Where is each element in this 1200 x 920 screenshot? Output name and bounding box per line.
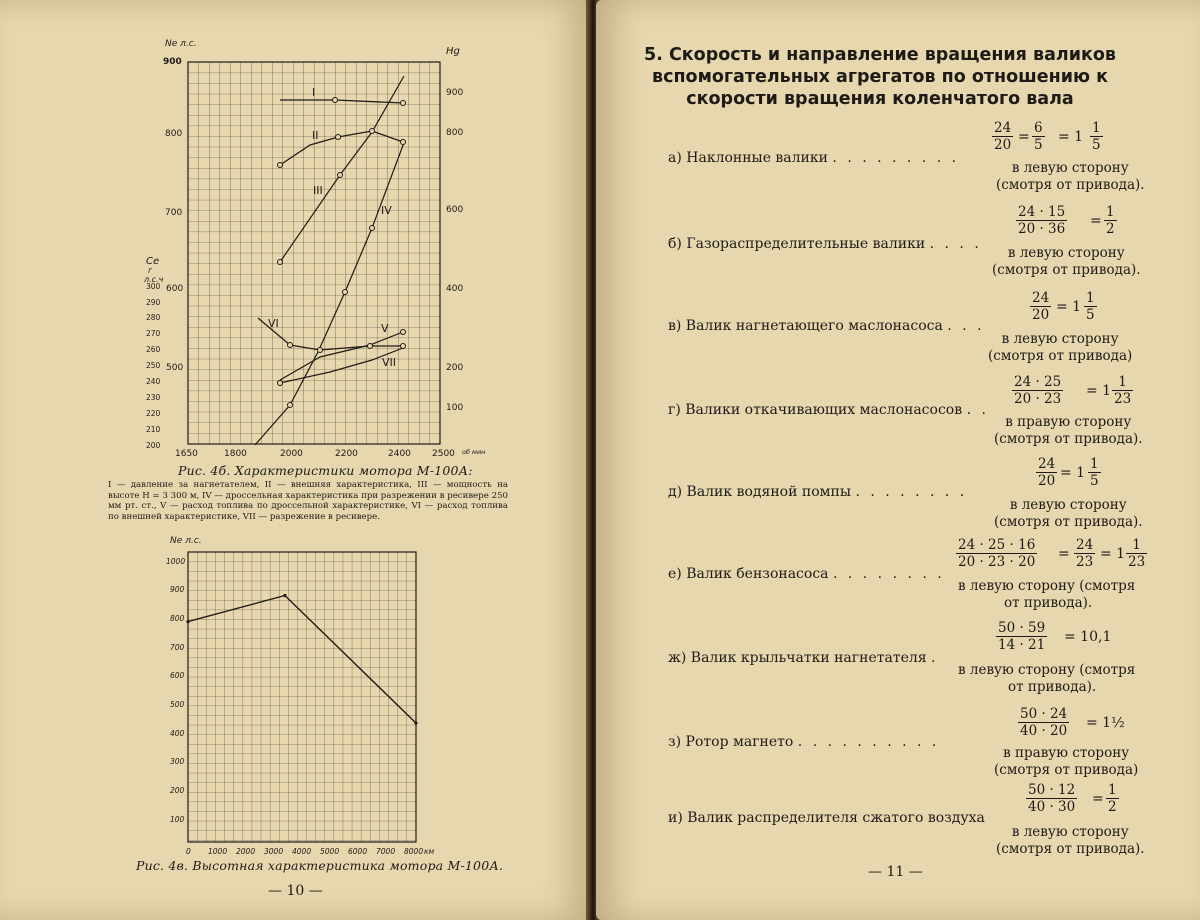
svg-text:270: 270 — [146, 329, 161, 338]
c-y-tick: 100 — [170, 815, 185, 824]
c-y-tick: 700 — [170, 643, 185, 652]
label-II: II — [312, 129, 319, 142]
item-e-frac1: $\frac{24}{20}$ — [1038, 456, 1056, 489]
item-i-label: и) Валик распределителя сжатого воздуха — [668, 810, 985, 826]
page-number-left: — 10 — — [268, 883, 323, 899]
c-y-tick: 200 — [170, 786, 185, 795]
svg-text:240: 240 — [146, 377, 161, 386]
x-tick: 2500 — [432, 449, 455, 459]
figure-4b-caption: Рис. 4б. Характеристики мотора М-100А: — [178, 463, 473, 478]
item-i-frac2: $\frac{1}{2}$ — [1108, 782, 1117, 815]
item-b-direction: в левую сторону (смотря от привода). — [992, 245, 1141, 278]
x-tick: 1800 — [224, 449, 247, 459]
ce-label-0: Cе — [146, 256, 160, 267]
label-VI: VI — [268, 317, 279, 330]
ce-label-2: л.с.ч — [144, 275, 164, 284]
item-f-direction: в левую сторону (смотря от привода). — [958, 578, 1136, 611]
yr-tick: 600 — [446, 205, 464, 215]
c-y-tick: 800 — [170, 614, 185, 623]
y-right-label: Hg — [446, 46, 460, 57]
item-a-rest: = 1 — [1058, 129, 1084, 145]
ce-label-1: г — [148, 266, 153, 275]
figure-4c-caption: Рис. 4в. Высотная характеристика мотора М-100А. — [136, 858, 504, 873]
c-x-tick: 7000 — [376, 847, 396, 856]
item-g-label: ж) Валик крыльчатки нагнетателя . — [668, 650, 939, 666]
svg-text:200: 200 — [146, 441, 161, 450]
c-x-tick: 6000 — [348, 847, 368, 856]
figure-4b-legend: I — давление за нагнетателем, II — внешняя характеристика, III — мощность на высоте H = 3 300 м, IV — дроссельная характеристика при разрежении в ресивере 250 мм рт. ст., V — расход топлива по дроссельной характеристике, VI — расход топлива по внешней характеристике, VII — разрежение в ресивере. — [108, 480, 508, 522]
c-y-label: Nе л.с. — [170, 536, 202, 546]
item-d-direction: в правую сторону (смотря от привода). — [994, 414, 1143, 447]
left-page — [0, 0, 590, 920]
item-d-frac1: $\frac{24 \cdot 25}{20 \cdot 23}$ — [1014, 374, 1062, 407]
x-tick: 2200 — [335, 449, 358, 459]
svg-text:220: 220 — [146, 409, 161, 418]
item-d-label: г) Валики откачивающих маслонасосов . . — [668, 402, 989, 418]
item-c-frac2: $\frac{1}{5}$ — [1086, 290, 1095, 323]
item-e-direction: в левую сторону (смотря от привода). — [994, 497, 1143, 530]
x-tick: 2000 — [280, 449, 303, 459]
c-x-tick: 1000 — [208, 847, 228, 856]
label-VII: VII — [382, 356, 397, 369]
item-h-rest: = 1½ — [1086, 715, 1125, 731]
yl-tick: 500 — [166, 363, 184, 373]
page-number-right: — 11 — — [868, 864, 923, 880]
item-a-direction: в левую сторону (смотря от привода). — [996, 160, 1145, 193]
label-I: I — [312, 86, 316, 99]
item-b-eq: = — [1090, 213, 1102, 229]
c-x-tick: 2000 — [236, 847, 256, 856]
svg-text:210: 210 — [146, 425, 161, 434]
figure-4b-chart — [0, 0, 590, 470]
item-h-direction: в правую сторону (смотря от привода) — [994, 745, 1139, 778]
item-i-direction: в левую сторону (смотря от привода). — [996, 824, 1145, 857]
label-III: III — [313, 184, 323, 197]
yl-tick: 600 — [166, 284, 184, 294]
yr-tick: 200 — [446, 363, 464, 373]
svg-text:300: 300 — [146, 282, 161, 291]
item-h-frac1: $\frac{50 \cdot 24}{40 \cdot 20}$ — [1020, 706, 1068, 739]
svg-text:230: 230 — [146, 393, 161, 402]
x-unit: об мин — [462, 448, 486, 456]
label-V: V — [381, 322, 389, 335]
item-f-frac3: $\frac{1}{23}$ — [1128, 537, 1146, 570]
item-e-rest: = 1 — [1060, 465, 1086, 481]
item-f-frac1: $\frac{24 \cdot 25 \cdot 16}{20 \cdot 23 \cdot 20}$ — [958, 537, 1036, 570]
item-c-label: в) Валик нагнетающего маслонасоса . . . — [668, 318, 985, 334]
yl-tick: 700 — [165, 208, 183, 218]
yr-tick: 800 — [446, 128, 464, 138]
item-d-frac2: $\frac{1}{23}$ — [1114, 374, 1132, 407]
item-b-frac1: $\frac{24 \cdot 15}{20 \cdot 36}$ — [1018, 204, 1066, 237]
c-x-tick: 4000 — [292, 847, 312, 856]
item-i-frac1: $\frac{50 \cdot 12}{40 \cdot 30}$ — [1028, 782, 1076, 815]
c-y-tick: 300 — [170, 757, 185, 766]
item-e-label: д) Валик водяной помпы . . . . . . . . — [668, 484, 968, 500]
x-tick: 2400 — [388, 449, 411, 459]
item-f-frac2: $\frac{24}{23}$ — [1076, 537, 1094, 570]
item-g-frac1: $\frac{50 \cdot 59}{14 \cdot 21}$ — [998, 620, 1046, 653]
item-a-eq1: = — [1018, 129, 1030, 145]
item-i-eq: = — [1092, 791, 1104, 807]
item-a-frac3: $\frac{1}{5}$ — [1092, 120, 1101, 153]
c-x-tick: 0 — [186, 847, 191, 856]
item-g-rest: = 10,1 — [1064, 629, 1112, 645]
c-x-tick: 3000 — [264, 847, 284, 856]
yl-tick: 900 — [163, 57, 182, 67]
c-y-tick: 500 — [170, 700, 185, 709]
c-x-tick: 5000 — [320, 847, 340, 856]
item-f-eq: = — [1058, 546, 1070, 562]
c-x-unit: км — [424, 847, 435, 856]
c-y-tick: 400 — [170, 729, 185, 738]
yr-tick: 400 — [446, 284, 464, 294]
svg-text:260: 260 — [146, 345, 161, 354]
svg-text:250: 250 — [146, 361, 161, 370]
figure-4c-chart — [0, 530, 590, 860]
item-g-direction: в левую сторону (смотря от привода). — [958, 662, 1136, 695]
item-b-frac2: $\frac{1}{2}$ — [1106, 204, 1115, 237]
item-f-label: е) Валик бензонасоса . . . . . . . . — [668, 566, 945, 582]
item-a-label: а) Наклонные валики . . . . . . . . . — [668, 150, 960, 166]
item-a-frac1: $\frac{24}{20}$ — [994, 120, 1012, 153]
item-f-rest: = 1 — [1100, 546, 1126, 562]
yr-tick: 100 — [446, 403, 464, 413]
yl-tick: 800 — [165, 129, 183, 139]
data-point — [283, 594, 286, 597]
item-d-rest: = 1 — [1086, 383, 1112, 399]
c-y-tick: 600 — [170, 671, 185, 680]
c-x-tick: 8000 — [404, 847, 424, 856]
c-y-tick: 1000 — [166, 557, 186, 566]
item-h-label: з) Ротор магнето . . . . . . . . . . — [668, 734, 940, 750]
item-c-frac1: $\frac{24}{20}$ — [1032, 290, 1050, 323]
item-c-rest: = 1 — [1056, 299, 1082, 315]
yr-tick: 900 — [446, 88, 464, 98]
section-title: 5. Скорость и направление вращения валиков вспомогательных агрегатов по отношению к скорости вращения коленчатого вала — [644, 45, 1116, 109]
ce-ticks — [146, 282, 161, 450]
x-tick: 1650 — [175, 449, 198, 459]
y-left-label: Nе л.с. — [165, 39, 197, 49]
svg-text:280: 280 — [146, 313, 161, 322]
item-a-frac2: $\frac{6}{5}$ — [1034, 120, 1043, 153]
label-IV: IV — [381, 204, 392, 217]
c-y-tick: 900 — [170, 585, 185, 594]
item-c-direction: в левую сторону (смотря от привода) — [988, 331, 1133, 364]
data-point — [186, 620, 189, 623]
item-b-label: б) Газораспределительные валики . . . . — [668, 236, 982, 252]
item-e-frac2: $\frac{1}{5}$ — [1090, 456, 1099, 489]
svg-text:290: 290 — [146, 298, 161, 307]
data-point — [414, 722, 417, 725]
